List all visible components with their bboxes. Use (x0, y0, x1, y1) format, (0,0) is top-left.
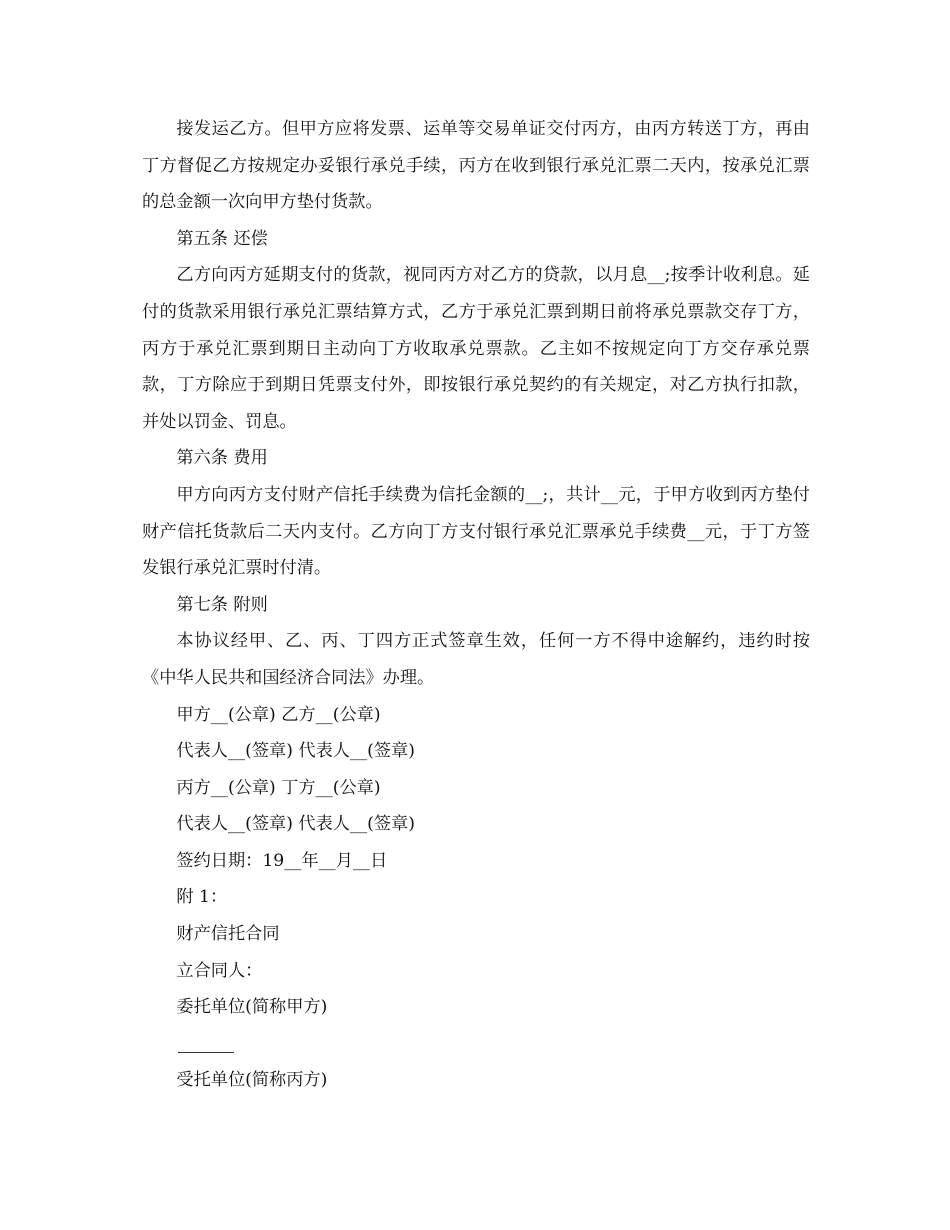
signature-line-1: 甲方__(公章) 乙方__(公章) (176, 704, 381, 725)
fill-in-underline (142, 1026, 810, 1063)
underline-mark (178, 1052, 234, 1053)
sign-date: 签约日期：19__年__月__日 (176, 850, 388, 871)
article-7-heading: 第七条 附则 (176, 594, 268, 615)
article-5-body: 乙方向丙方延期支付的货款，视同丙方对乙方的贷款，以月息__;按季计收利息。延付的货款采用银行承兑汇票结算方式，乙方于承兑汇票到期日前将承兑票款交存丁方，丙方于承兑汇票到期日主动向丁方收取承兑票款。乙主如不按规定向丁方交存承兑票款，丁方除应于到期日凭票支付外，即按银行承兑契约的有关规定，对乙方执行扣款，并处以罚金、罚息。 (142, 265, 810, 432)
paragraph-continuation: 接发运乙方。但甲方应将发票、运单等交易单证交付丙方，由丙方转送丁方，再由丁方督促乙方按规定办妥银行承兑手续，丙方在收到银行承兑汇票二天内，按承兑汇票的总金额一次向甲方垫付货款。 (142, 119, 810, 213)
article-5-heading: 第五条 还偿 (176, 228, 268, 249)
article-7-body: 本协议经甲、乙、丙、丁四方正式签章生效，任何一方不得中途解约，违约时按《中华人民共和国经济合同法》办理。 (142, 631, 810, 688)
article-6-body: 甲方向丙方支付财产信托手续费为信托金额的__;，共计__元，于甲方收到丙方垫付财产信托货款后二天内支付。乙方向丁方支付银行承兑汇票承兑手续费__元，于丁方签发银行承兑汇票时付清。 (142, 484, 810, 579)
appendix-label: 附 1： (176, 887, 228, 908)
appendix-title: 财产信托合同 (176, 924, 280, 945)
article-6-heading: 第六条 费用 (176, 448, 268, 469)
signature-line-4: 代表人__(签章) 代表人__(签章) (176, 814, 415, 835)
signature-line-3: 丙方__(公章) 丁方__(公章) (176, 777, 381, 798)
parties-label: 立合同人： (176, 960, 263, 981)
party-a-label: 委托单位(简称甲方) (176, 997, 328, 1018)
party-c-label: 受托单位(简称丙方) (176, 1070, 328, 1091)
signature-line-2: 代表人__(签章) 代表人__(签章) (176, 741, 415, 762)
document-body (142, 111, 810, 1099)
